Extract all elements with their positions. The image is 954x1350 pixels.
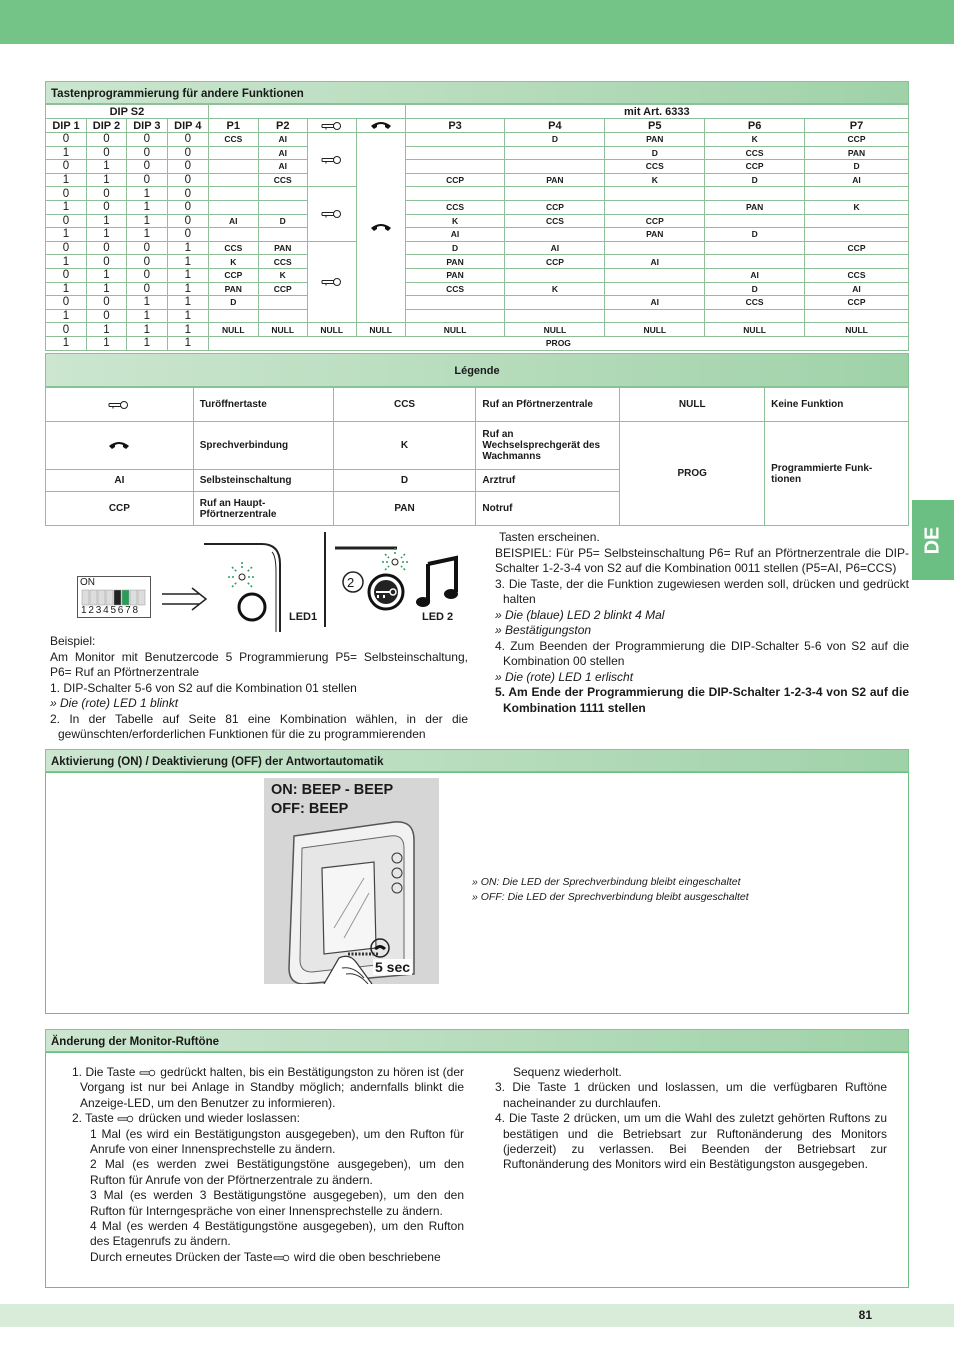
table-row-null [46, 323, 909, 337]
inline-key-icon [139, 1069, 157, 1077]
table-row [46, 309, 909, 323]
table-cell: K [258, 268, 307, 282]
table-cell [805, 309, 909, 323]
table-cell [505, 309, 605, 323]
table-cell [208, 309, 258, 323]
table-cell [258, 296, 307, 310]
table-cell: 1 [46, 200, 87, 214]
section-title-auto-answer: Aktivierung (ON) / Deaktivierung (OFF) der Antwortautomatik [45, 749, 909, 772]
table-cell [258, 200, 307, 214]
table-cell [605, 268, 705, 282]
table-cell: 0 [167, 228, 208, 242]
legend-phone-icon [46, 422, 194, 470]
table-cell: K [605, 173, 705, 187]
legend-prog-label: Programmierte Funk-tionen [765, 422, 909, 526]
table-cell [805, 187, 909, 201]
table-cell: CCP [805, 133, 909, 147]
legend-key-label: Turöffnertaste [193, 388, 333, 422]
table-cell: PAN [805, 146, 909, 160]
table-cell: 1 [86, 228, 126, 242]
table-cell: 0 [86, 241, 126, 255]
table-cell: CCS [505, 214, 605, 228]
table-cell: CCS [208, 133, 258, 147]
legend-ai-label: Selbsteinschaltung [193, 470, 333, 492]
five-sec-label: 5 sec [375, 959, 411, 975]
table-row [46, 255, 909, 269]
table-cell [405, 160, 505, 174]
table-cell: 1 [126, 187, 167, 201]
table-cell: CCP [405, 173, 505, 187]
left-instructions: Beispiel: Am Monitor mit Benutzercode 5 Programmierung P5= Selbsteinschaltung, P6= Ruf an Pförtnerzentrale 1. DIP-Schalter 5-6 von S2 auf die Kombination 01 stellen » Die (rote) LED 1 blinkt 2. In der Tabelle auf Seite 81 eine Kombination wählen, in der die gewünschten/erforderlichen Funktionen für die zu programmierenden [50, 634, 468, 741]
page-number: 81 [858, 1308, 872, 1322]
table-cell [805, 214, 909, 228]
table-row [46, 133, 909, 147]
table-cell: AI [705, 268, 805, 282]
table-cell: 0 [167, 173, 208, 187]
table-cell: 0 [167, 187, 208, 201]
table-cell: 0 [167, 200, 208, 214]
dip-table [45, 104, 909, 351]
legend-null-label: Keine Funktion [765, 388, 909, 422]
col-p7: P7 [805, 119, 909, 133]
table-cell: 1 [126, 336, 167, 350]
table-cell: 1 [86, 282, 126, 296]
table-cell: 0 [126, 282, 167, 296]
table-cell: 1 [86, 268, 126, 282]
table-cell: CCP [258, 282, 307, 296]
table-cell: 1 [126, 228, 167, 242]
table-row [46, 146, 909, 160]
col-dip1: DIP 1 [46, 119, 87, 133]
table-cell: PAN [258, 241, 307, 255]
table-cell [258, 228, 307, 242]
table-cell [405, 309, 505, 323]
inline-key-icon [273, 1254, 291, 1262]
table-cell: 1 [46, 309, 87, 323]
table-cell [505, 296, 605, 310]
section-title-ringtones: Änderung der Monitor-Ruftöne [45, 1029, 909, 1052]
table-cell: D [705, 228, 805, 242]
table-cell: 1 [86, 323, 126, 337]
table-row [46, 282, 909, 296]
table-cell: 0 [167, 133, 208, 147]
table-cell: 0 [167, 146, 208, 160]
table-cell: NULL [356, 323, 405, 337]
legend-ccp-label: Ruf an Haupt-Pförtnerzentrale [193, 492, 333, 526]
table-cell [505, 160, 605, 174]
table-cell: 0 [86, 255, 126, 269]
table-cell: AI [258, 160, 307, 174]
table-cell: CCS [405, 282, 505, 296]
table-cell: 1 [86, 173, 126, 187]
table-cell: CCP [605, 214, 705, 228]
table-cell: 0 [46, 133, 87, 147]
table-cell: CCP [505, 200, 605, 214]
table-cell: AI [605, 296, 705, 310]
table-cell [405, 133, 505, 147]
table-cell: 0 [86, 309, 126, 323]
table-cell: 1 [126, 309, 167, 323]
table-cell [605, 200, 705, 214]
table-cell [805, 255, 909, 269]
legend-pan-label: Notruf [476, 492, 620, 526]
table-cell: 1 [126, 200, 167, 214]
legend-null-code: NULL [620, 388, 765, 422]
table-cell [208, 173, 258, 187]
table-cell [705, 255, 805, 269]
table-cell [605, 241, 705, 255]
table-cell: AI [505, 241, 605, 255]
table-cell: K [208, 255, 258, 269]
table-cell: CCP [705, 160, 805, 174]
table-cell [208, 228, 258, 242]
table-cell: CCS [805, 268, 909, 282]
table-cell: D [405, 241, 505, 255]
led2-digit: 2 [347, 575, 355, 590]
led1-icon [202, 542, 292, 632]
table-cell: 1 [167, 336, 208, 350]
table-cell: CCS [605, 160, 705, 174]
key-icon [307, 187, 356, 241]
table-cell: 1 [167, 296, 208, 310]
table-row [46, 160, 909, 174]
led2-label: LED 2 [422, 611, 454, 623]
table-cell: 1 [86, 336, 126, 350]
on-beep-text: ON: BEEP - BEEP [271, 782, 394, 798]
ringtone-right-text: Sequenz wiederholt. 3. Die Taste 1 drücken und loslassen, um die verfügbaren Ruftöne nacheinander zu durchlaufen. 4. Die Taste 2 drücken, um um die Wahl des zuletzt gehörten Ruftons zu bestätigen und die Betriebsart zur Ruftonänderung des Monitors (jederzeit) zu verlassen. Bei Beenden der Betriebsart zur Ruftonänderung des Monitors wird ein Bestätigungston ausgegeben. [495, 1065, 887, 1172]
table-cell [405, 187, 505, 201]
table-cell [605, 309, 705, 323]
phone-icon [356, 119, 405, 133]
led1-label: LED1 [289, 611, 318, 623]
table-cell: PAN [405, 268, 505, 282]
auto-answer-notes: » ON: Die LED der Sprechverbindung bleibt eingeschaltet » OFF: Die LED der Sprechverbindung bleibt ausgeschaltet [472, 876, 749, 903]
monitor-illustration [264, 778, 439, 984]
table-cell [705, 309, 805, 323]
table-cell: NULL [805, 323, 909, 337]
legend-title: Légende [45, 353, 909, 387]
right-instructions: Tasten erscheinen. BEISPIEL: Für P5= Selbsteinschaltung P6= Ruf an Pförtnerzentrale die DIP-Schalter 1-2-3-4 von S2 auf die Kombination 0011 stellen (P5=AI, P6=CCS) 3. Die Taste, der die Funktion zugewiesen werden soll, drücken und gedrückt halten » Die (blaue) LED 2 blinkt 4 Mal » Bestätigungston 4. Zum Beenden der Programmierung die DIP-Schalter 5-6 von S2 auf die Kombination 00 stellen » Die (rote) LED 1 erlischt 5. Am Ende der Programmierung die DIP-Schalter 1-2-3-4 von S2 auf die Kombination 1111 stellen [495, 530, 909, 715]
table-cell: 0 [126, 146, 167, 160]
table-cell: 1 [86, 160, 126, 174]
table-cell: 1 [46, 336, 87, 350]
table-cell: D [258, 214, 307, 228]
header-bar [0, 0, 954, 44]
table-cell [605, 187, 705, 201]
table-cell [208, 160, 258, 174]
table-cell: NULL [258, 323, 307, 337]
table-cell: PROG [208, 336, 908, 350]
table-cell: AI [805, 173, 909, 187]
table-row [46, 214, 909, 228]
table-cell [405, 146, 505, 160]
table-cell: PAN [208, 282, 258, 296]
table-cell: AI [405, 228, 505, 242]
table-cell: AI [605, 255, 705, 269]
table-cell: D [705, 173, 805, 187]
table-cell [208, 187, 258, 201]
table-cell [208, 200, 258, 214]
table-cell: 0 [86, 187, 126, 201]
table-cell [405, 296, 505, 310]
legend-phone-label: Sprechverbindung [193, 422, 333, 470]
phone-icon [356, 133, 405, 323]
table-cell: 1 [46, 228, 87, 242]
table-cell: CCP [505, 255, 605, 269]
table-cell: 0 [126, 133, 167, 147]
table-cell: 0 [126, 268, 167, 282]
table-cell: 1 [46, 173, 87, 187]
table-cell: PAN [505, 173, 605, 187]
table-cell [505, 268, 605, 282]
col-dip2: DIP 2 [86, 119, 126, 133]
table-cell [705, 241, 805, 255]
table-cell: 0 [86, 296, 126, 310]
legend-prog-code: PROG [620, 422, 765, 526]
table-cell: K [805, 200, 909, 214]
table-cell: 1 [126, 214, 167, 228]
table-cell: 0 [46, 214, 87, 228]
legend-table [45, 387, 909, 526]
table-cell: D [805, 160, 909, 174]
table-cell: NULL [307, 323, 356, 337]
table-cell: 0 [46, 160, 87, 174]
col-p3: P3 [405, 119, 505, 133]
table-cell [705, 214, 805, 228]
table-cell: CCS [705, 146, 805, 160]
table-row [46, 296, 909, 310]
table-cell: 1 [46, 146, 87, 160]
table-cell [505, 146, 605, 160]
table-cell: 0 [167, 214, 208, 228]
table-cell: 0 [126, 173, 167, 187]
table-row [46, 241, 909, 255]
table-cell: CCP [805, 296, 909, 310]
table-cell: PAN [605, 228, 705, 242]
ringtone-left-text: 1. Die Taste gedrückt halten, bis ein Bestätigungston zu hören ist (der Vorgang ist nur bei Anlage in Standby möglich; andernfalls blinkt die Anzeige-LED, um den Benutzer zu informieren). 2. Taste drücken und wieder loslassen: 1 Mal (es wird ein Bestätigungston ausgegeben), um den Rufton für Anrufe von einer Innensprechstelle zu ändern. 2 Mal (es werden zwei Bestätigungstöne ausgegeben), um den Rufton für Anrufe von der Pförtnerzentrale zu ändern. 3 Mal (es werden 3 Bestätigungstöne ausgegeben), um den den Rufton für Interngespräche von einer Innensprechstelle zu ändern. 4 Mal (es werden 4 Bestätigungstöne ausgegeben), um den Rufton des Etagenrufs zu ändern. Durch erneutes Drücken der Taste wird die oben beschriebene [72, 1065, 464, 1264]
dip-switch: ON 12345678 [77, 576, 151, 618]
table-cell: 1 [167, 309, 208, 323]
art-header: mit Art. 6333 [405, 105, 908, 119]
dip-led-figure [77, 532, 477, 632]
table-row-prog [46, 336, 909, 350]
legend-k-code: K [333, 422, 476, 470]
table-cell [258, 309, 307, 323]
table-cell: 0 [126, 160, 167, 174]
table-cell: 0 [46, 241, 87, 255]
section-title-key-programming: Tastenprogrammierung für andere Funktionen [45, 81, 909, 104]
table-cell: NULL [405, 323, 505, 337]
table-row [46, 268, 909, 282]
table-cell: 1 [167, 241, 208, 255]
table-cell: D [505, 133, 605, 147]
table-cell: CCS [258, 173, 307, 187]
table-row [46, 173, 909, 187]
legend-ccp-code: CCP [46, 492, 194, 526]
table-cell: 1 [46, 282, 87, 296]
table-cell: D [705, 282, 805, 296]
table-cell: NULL [705, 323, 805, 337]
table-cell: 0 [126, 255, 167, 269]
table-cell [705, 187, 805, 201]
table-cell: D [605, 146, 705, 160]
table-cell: K [405, 214, 505, 228]
dip-s2-header: DIP S2 [46, 105, 209, 119]
inline-key-icon [117, 1115, 135, 1123]
table-cell: 1 [167, 255, 208, 269]
table-cell: NULL [208, 323, 258, 337]
table-cell [605, 282, 705, 296]
table-cell [805, 228, 909, 242]
table-cell: PAN [705, 200, 805, 214]
col-p2: P2 [258, 119, 307, 133]
legend-ccs-label: Ruf an Pförtnerzentrale [476, 388, 620, 422]
table-cell: 0 [46, 323, 87, 337]
legend-ccs-code: CCS [333, 388, 476, 422]
table-cell: NULL [505, 323, 605, 337]
table-cell: AI [805, 282, 909, 296]
table-cell: PAN [405, 255, 505, 269]
off-beep-text: OFF: BEEP [271, 801, 349, 817]
legend-pan-code: PAN [333, 492, 476, 526]
key-icon [307, 119, 356, 133]
table-cell: K [505, 282, 605, 296]
table-cell: AI [258, 146, 307, 160]
table-cell: CCS [208, 241, 258, 255]
legend-d-label: Arztruf [476, 470, 620, 492]
col-p1: P1 [208, 119, 258, 133]
table-row [46, 200, 909, 214]
table-cell: D [208, 296, 258, 310]
table-cell: NULL [605, 323, 705, 337]
legend-k-label: Ruf an Wechselsprechgerät des Wachmanns [476, 422, 620, 470]
table-cell: 0 [46, 296, 87, 310]
table-cell: AI [258, 133, 307, 147]
table-cell: CCP [805, 241, 909, 255]
table-cell: 0 [86, 133, 126, 147]
table-cell: 1 [167, 282, 208, 296]
col-p5: P5 [605, 119, 705, 133]
col-p6: P6 [705, 119, 805, 133]
table-cell: 0 [86, 200, 126, 214]
table-cell: 1 [167, 323, 208, 337]
table-row [46, 228, 909, 242]
legend-d-code: D [333, 470, 476, 492]
table-cell [505, 187, 605, 201]
language-tab[interactable]: DE [912, 500, 954, 580]
table-cell [208, 146, 258, 160]
table-cell: 1 [86, 214, 126, 228]
table-cell: 0 [46, 268, 87, 282]
table-cell: CCS [258, 255, 307, 269]
table-cell: CCS [405, 200, 505, 214]
key-icon [307, 241, 356, 323]
table-cell [505, 228, 605, 242]
legend-key-icon [46, 388, 194, 422]
legend-ai-code: AI [46, 470, 194, 492]
table-cell: AI [208, 214, 258, 228]
table-cell: 0 [167, 160, 208, 174]
table-cell: 1 [167, 268, 208, 282]
col-p4: P4 [505, 119, 605, 133]
table-cell: 1 [46, 255, 87, 269]
footer-bar [0, 1304, 954, 1327]
key-icon [307, 133, 356, 187]
table-cell: 1 [126, 323, 167, 337]
table-cell: CCP [208, 268, 258, 282]
col-dip4: DIP 4 [167, 119, 208, 133]
table-cell: 1 [126, 296, 167, 310]
table-cell: 0 [86, 146, 126, 160]
table-cell: CCS [705, 296, 805, 310]
table-cell [258, 187, 307, 201]
table-cell: PAN [605, 133, 705, 147]
col-dip3: DIP 3 [126, 119, 167, 133]
table-cell: 0 [46, 187, 87, 201]
table-cell: 0 [126, 241, 167, 255]
table-row [46, 187, 909, 201]
table-cell: K [705, 133, 805, 147]
